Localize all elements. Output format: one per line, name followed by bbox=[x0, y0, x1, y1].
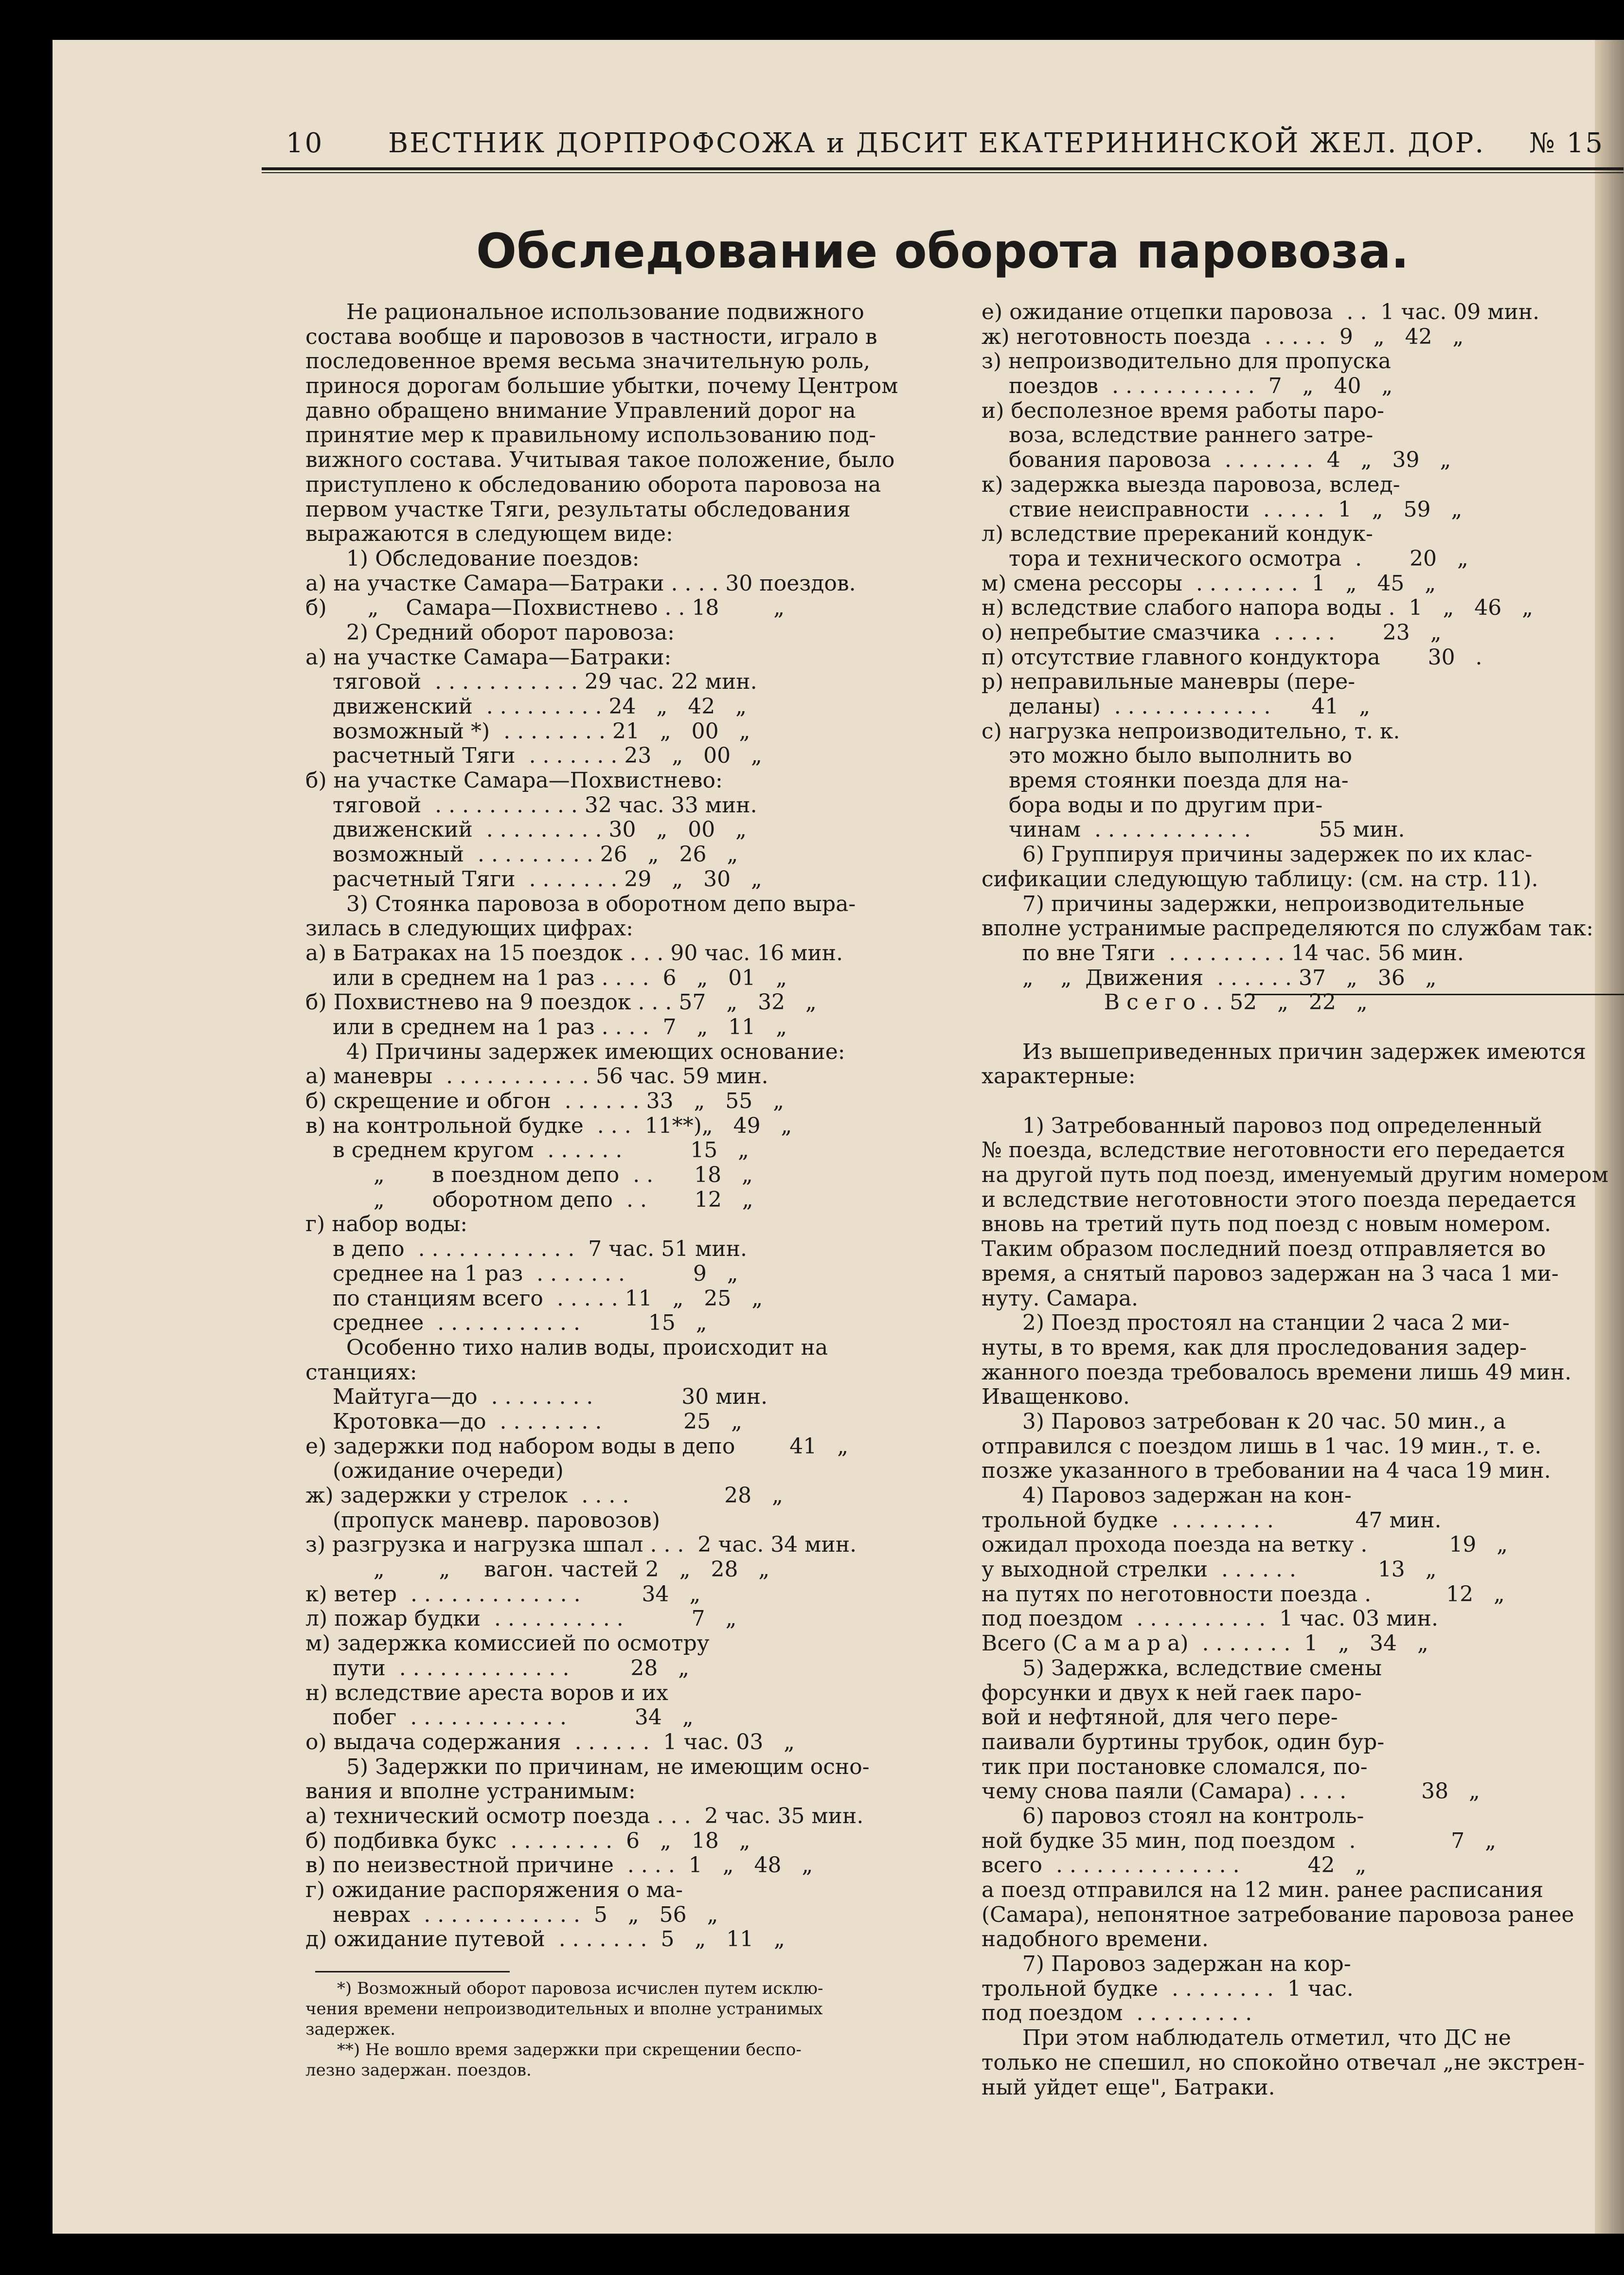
text-line: в депо . . . . . . . . . . . . 7 час. 51 мин. bbox=[305, 1236, 748, 1262]
text-line: „ в поездном депо . . 18 „ bbox=[305, 1163, 753, 1188]
text-line: чинам . . . . . . . . . . . . 55 мин. bbox=[982, 817, 1405, 842]
text-line: н) вследствие ареста воров и их bbox=[305, 1680, 668, 1705]
text-line: л) вследствие пререканий кондук- bbox=[982, 521, 1373, 547]
text-line: на другой путь под поезд, именуемый другим номером bbox=[982, 1163, 1608, 1188]
text-line: 7) Паровоз задержан на кор- bbox=[982, 1952, 1351, 1977]
text-line: к) задержка выезда паровоза, вслед- bbox=[982, 472, 1400, 497]
text-line: у выходной стрелки . . . . . . 13 „ bbox=[982, 1557, 1437, 1582]
text-line: поездов . . . . . . . . . . . 7 „ 40 „ bbox=[982, 374, 1393, 399]
text-line: тяговой . . . . . . . . . . . 32 час. 33 мин. bbox=[305, 792, 757, 818]
text-line: или в среднем на 1 раз . . . . 6 „ 01 „ bbox=[305, 965, 787, 990]
text-line: форсунки и двух к ней гаек паро- bbox=[982, 1680, 1362, 1705]
document-page bbox=[53, 40, 1624, 2234]
text-line: 4) Причины задержек имеющих основание: bbox=[305, 1039, 845, 1064]
text-line: последовенное время весьма значительную роль, bbox=[305, 349, 871, 374]
text-line: под поездом . . . . . . . . . bbox=[982, 2001, 1252, 2026]
text-line: принося дорогам большие убытки, почему Центром bbox=[305, 374, 898, 399]
text-line: 2) Средний оборот паровоза: bbox=[305, 620, 675, 645]
text-line: среднее . . . . . . . . . . . 15 „ bbox=[305, 1310, 707, 1336]
text-line: давно обращено внимание Управлений дорог на bbox=[305, 398, 856, 423]
text-line: 5) Задержки по причинам, не имеющим осно- bbox=[305, 1754, 870, 1779]
text-line: бора воды и по другим при- bbox=[982, 792, 1323, 818]
footnote-rule bbox=[315, 1971, 510, 1972]
text-line: нуты, в то время, как для проследования задер- bbox=[982, 1335, 1527, 1360]
text-line: отправился с поездом лишь в 1 час. 19 мин., т. е. bbox=[982, 1433, 1542, 1459]
text-line: трольной будке . . . . . . . . 47 мин. bbox=[982, 1507, 1442, 1533]
header-rule bbox=[262, 167, 1624, 173]
text-line: расчетный Тяги . . . . . . . 29 „ 30 „ bbox=[305, 866, 762, 892]
text-line: о) выдача содержания . . . . . . 1 час. 03 „ bbox=[305, 1729, 795, 1755]
text-line: Иващенково. bbox=[982, 1384, 1130, 1410]
text-line: л) пожар будки . . . . . . . . . . 7 „ bbox=[305, 1606, 737, 1631]
text-line: Таким образом последний поезд отправляется во bbox=[982, 1236, 1546, 1262]
text-line: и) бесполезное время работы паро- bbox=[982, 398, 1385, 423]
text-line: на путях по неготовности поезда . 12 „ bbox=[982, 1581, 1505, 1607]
text-line: время, а снятый паровоз задержан на 3 часа 1 ми- bbox=[982, 1261, 1559, 1286]
text-line: В с е г о . . 52 „ 22 „ bbox=[982, 990, 1368, 1015]
footnote-line: задержек. bbox=[305, 2020, 396, 2039]
total-rule bbox=[1247, 994, 1624, 995]
article-title: Обследование оборота паровоза. bbox=[476, 224, 1410, 279]
text-line: ной будке 35 мин, под поездом . 7 „ bbox=[982, 1828, 1497, 1853]
text-line: вновь на третий путь под поезд с новым номером. bbox=[982, 1212, 1552, 1237]
text-line: Не рациональное использование подвижного bbox=[305, 300, 864, 324]
text-line: 6) Группируя причины задержек по их клас- bbox=[982, 842, 1533, 867]
text-line: б) Похвистнево на 9 поездок . . . 57 „ 32 „ bbox=[305, 990, 817, 1015]
footnote-line: лезно задержан. поездов. bbox=[305, 2060, 532, 2080]
footnote-line: **) Не вошло время задержки при скрещении беспо- bbox=[305, 2040, 802, 2060]
text-line: трольной будке . . . . . . . . 1 час. bbox=[982, 1976, 1354, 2001]
text-line: с) нагрузка непроизводительно, т. к. bbox=[982, 718, 1400, 744]
text-line: надобного времени. bbox=[982, 1927, 1209, 1952]
text-line: м) смена рессоры . . . . . . . . 1 „ 45 „ bbox=[982, 571, 1436, 596]
text-line: паивали буртины трубок, один бур- bbox=[982, 1729, 1385, 1755]
text-line: станциях: bbox=[305, 1360, 417, 1385]
text-line: возможный . . . . . . . . . 26 „ 26 „ bbox=[305, 842, 738, 867]
text-line: Кротовка—до . . . . . . . . 25 „ bbox=[305, 1409, 742, 1434]
text-line: н) вследствие слабого напора воды . 1 „ 46 „ bbox=[982, 595, 1533, 621]
text-line: это можно было выполнить во bbox=[982, 743, 1353, 769]
text-line: м) задержка комиссией по осмотру bbox=[305, 1631, 710, 1656]
text-line: п) отсутствие главного кондуктора 30 . bbox=[982, 645, 1482, 670]
text-line: время стоянки поезда для на- bbox=[982, 768, 1349, 793]
text-line: по станциям всего . . . . . 11 „ 25 „ bbox=[305, 1286, 763, 1311]
text-line bbox=[982, 1089, 1624, 1114]
text-line: побег . . . . . . . . . . . . 34 „ bbox=[305, 1705, 694, 1730]
text-line: ствие неисправности . . . . . 1 „ 59 „ bbox=[982, 497, 1463, 522]
text-line: жанного поезда требовалось времени лишь 49 мин. bbox=[982, 1360, 1571, 1385]
text-line: з) непроизводительно для пропуска bbox=[982, 349, 1391, 374]
text-line: „ „ Движения . . . . . . 37 „ 36 „ bbox=[982, 965, 1437, 990]
text-line: з) разгрузка и нагрузка шпал . . . 2 час. 34 мин. bbox=[305, 1532, 857, 1558]
text-line: под поездом . . . . . . . . . . 1 час. 03 мин. bbox=[982, 1606, 1438, 1631]
text-line: (ожидание очереди) bbox=[305, 1458, 564, 1484]
text-line: тора и технического осмотра . 20 „ bbox=[982, 546, 1468, 571]
text-line: „ оборотном депо . . 12 „ bbox=[305, 1187, 753, 1212]
text-line: позже указанного в требовании на 4 часа 19 мин. bbox=[982, 1458, 1551, 1484]
text-line: расчетный Тяги . . . . . . . 23 „ 00 „ bbox=[305, 743, 762, 769]
footnote-line: *) Возможный оборот паровоза исчислен путем исклю- bbox=[305, 1979, 823, 1998]
text-line: ж) задержки у стрелок . . . . 28 „ bbox=[305, 1483, 783, 1508]
text-line: д) ожидание путевой . . . . . . . 5 „ 11 „ bbox=[305, 1927, 785, 1952]
text-line: ожидал прохода поезда на ветку . 19 „ bbox=[982, 1532, 1508, 1558]
text-line: характерные: bbox=[982, 1064, 1136, 1089]
text-line: (Самара), непонятное затребование паровоза ранее bbox=[982, 1902, 1574, 1927]
text-line: в) по неизвестной причине . . . . 1 „ 48 „ bbox=[305, 1853, 813, 1878]
text-line: возможный *) . . . . . . . . 21 „ 00 „ bbox=[305, 718, 750, 744]
text-line: ж) неготовность поезда . . . . . 9 „ 42 „ bbox=[982, 324, 1464, 349]
text-line: или в среднем на 1 раз . . . . 7 „ 11 „ bbox=[305, 1014, 787, 1039]
text-line: вижного состава. Учитывая такое положение, было bbox=[305, 448, 895, 473]
text-line: е) ожидание отцепки паровоза . . 1 час. 09 мин. bbox=[982, 300, 1540, 324]
text-line: 4) Паровоз задержан на кон- bbox=[982, 1483, 1352, 1508]
text-line: № поезда, вследствие неготовности его передается bbox=[982, 1138, 1566, 1163]
text-line bbox=[982, 1015, 1624, 1040]
text-line: состава вообще и паровозов в частности, играло в bbox=[305, 324, 877, 349]
text-line: в) на контрольной будке . . . 11**)„ 49 „ bbox=[305, 1113, 792, 1138]
text-line: 3) Стоянка паровоза в оборотном депо выра- bbox=[305, 891, 856, 916]
text-line: всего . . . . . . . . . . . . . . 42 „ bbox=[982, 1853, 1367, 1878]
text-line: вполне устранимые распределяются по службам так: bbox=[982, 916, 1594, 941]
text-line: б) на участке Самара—Похвистнево: bbox=[305, 768, 723, 793]
text-line: выражаются в следующем виде: bbox=[305, 521, 673, 547]
text-line: зилась в следующих цифрах: bbox=[305, 916, 633, 941]
text-line: а) в Батраках на 15 поездок . . . 90 час. 16 мин. bbox=[305, 940, 843, 966]
text-line: Особенно тихо налив воды, происходит на bbox=[305, 1335, 828, 1360]
text-line: г) ожидание распоряжения о ма- bbox=[305, 1878, 683, 1902]
text-line: принятие мер к правильному использованию под- bbox=[305, 423, 876, 448]
text-line: е) задержки под набором воды в депо 41 „ bbox=[305, 1433, 849, 1459]
text-line: первом участке Тяги, результаты обследования bbox=[305, 497, 851, 522]
text-line: сификации следующую таблицу: (см. на стр. 11). bbox=[982, 866, 1538, 892]
text-line: Всего (С а м а р а) . . . . . . . 1 „ 34 „ bbox=[982, 1631, 1428, 1656]
text-line: тяговой . . . . . . . . . . . 29 час. 22 мин. bbox=[305, 669, 757, 695]
text-line: среднее на 1 раз . . . . . . . 9 „ bbox=[305, 1261, 738, 1286]
text-line: „ „ вагон. частей 2 „ 28 „ bbox=[305, 1557, 770, 1582]
text-line: бования паровоза . . . . . . . 4 „ 39 „ bbox=[982, 448, 1451, 473]
text-line: При этом наблюдатель отметил, что ДС не bbox=[982, 2025, 1511, 2051]
text-line: а) технический осмотр поезда . . . 2 час. 35 мин. bbox=[305, 1803, 864, 1828]
text-line: а) маневры . . . . . . . . . . . 56 час. 59 мин. bbox=[305, 1064, 768, 1089]
right-column bbox=[982, 300, 1624, 2100]
text-line: воза, вследствие раннего затре- bbox=[982, 423, 1374, 448]
text-line: 1) Обследование поездов: bbox=[305, 546, 640, 571]
left-column bbox=[305, 300, 962, 1952]
text-line: 1) Затребованный паровоз под определенный bbox=[982, 1113, 1542, 1138]
text-line: движенский . . . . . . . . . 30 „ 00 „ bbox=[305, 817, 747, 842]
text-line: б) „ Самара—Похвистнево . . 18 „ bbox=[305, 595, 785, 621]
text-line: ный уйдет еще", Батраки. bbox=[982, 2075, 1275, 2100]
text-line: по вне Тяги . . . . . . . . . 14 час. 56 мин. bbox=[982, 940, 1464, 966]
running-header bbox=[262, 127, 1624, 186]
text-line: 7) причины задержки, непроизводительные bbox=[982, 891, 1525, 916]
text-line: Майтуга—до . . . . . . . . 30 мин. bbox=[305, 1384, 768, 1410]
text-line: 2) Поезд простоял на станции 2 часа 2 ми- bbox=[982, 1310, 1510, 1336]
text-line: и вследствие неготовности этого поезда передается bbox=[982, 1187, 1577, 1212]
page-number: 10 bbox=[286, 127, 324, 159]
text-line: движенский . . . . . . . . . 24 „ 42 „ bbox=[305, 694, 747, 719]
text-line: а поезд отправился на 12 мин. ранее расписания bbox=[982, 1878, 1544, 1902]
text-line: 3) Паровоз затребован к 20 час. 50 мин., а bbox=[982, 1409, 1506, 1434]
text-line: (пропуск маневр. паровозов) bbox=[305, 1507, 660, 1533]
text-line: нуту. Самара. bbox=[982, 1286, 1139, 1311]
text-line: неврах . . . . . . . . . . . . 5 „ 56 „ bbox=[305, 1902, 718, 1927]
text-line: тик при постановке сломался, по- bbox=[982, 1754, 1368, 1779]
text-line: 6) паровоз стоял на контроль- bbox=[982, 1803, 1364, 1828]
text-line: а) на участке Самара—Батраки . . . . 30 поездов. bbox=[305, 571, 856, 596]
text-line: г) набор воды: bbox=[305, 1212, 468, 1237]
text-line: б) скрещение и обгон . . . . . . 33 „ 55 „ bbox=[305, 1089, 785, 1113]
issue-number: № 15 bbox=[1529, 127, 1604, 159]
text-line: чему снова паяли (Самара) . . . . 38 „ bbox=[982, 1779, 1480, 1804]
text-line: 5) Задержка, вследствие смены bbox=[982, 1655, 1382, 1681]
text-line: Из вышеприведенных причин задержек имеются bbox=[982, 1039, 1586, 1064]
text-line: р) неправильные маневры (пере- bbox=[982, 669, 1356, 695]
text-line: а) на участке Самара—Батраки: bbox=[305, 645, 672, 670]
text-line: только не спешил, но спокойно отвечал „не экстрен- bbox=[982, 2050, 1585, 2075]
footnote-line: чения времени непроизводительных и вполне устранимых bbox=[305, 1999, 823, 2019]
text-line: к) ветер . . . . . . . . . . . . . 34 „ bbox=[305, 1581, 701, 1607]
journal-title: ВЕСТНИК ДОРПРОФСОЖА и ДБСИТ ЕКАТЕРИНИНСКОЙ ЖЕЛ. ДОР. bbox=[388, 127, 1485, 159]
text-line: деланы) . . . . . . . . . . . . 41 „ bbox=[982, 694, 1371, 719]
text-line: б) подбивка букс . . . . . . . . 6 „ 18 „ bbox=[305, 1828, 750, 1853]
text-line: вания и вполне устранимым: bbox=[305, 1779, 636, 1804]
text-line: вой и нефтяной, для чего пере- bbox=[982, 1705, 1338, 1730]
text-line: пути . . . . . . . . . . . . . 28 „ bbox=[305, 1655, 690, 1681]
footnotes bbox=[305, 1978, 962, 2080]
text-line: приступлено к обследованию оборота паровоза на bbox=[305, 472, 881, 497]
text-line: о) непребытие смазчика . . . . . 23 „ bbox=[982, 620, 1442, 645]
text-line: в среднем кругом . . . . . . 15 „ bbox=[305, 1138, 749, 1163]
